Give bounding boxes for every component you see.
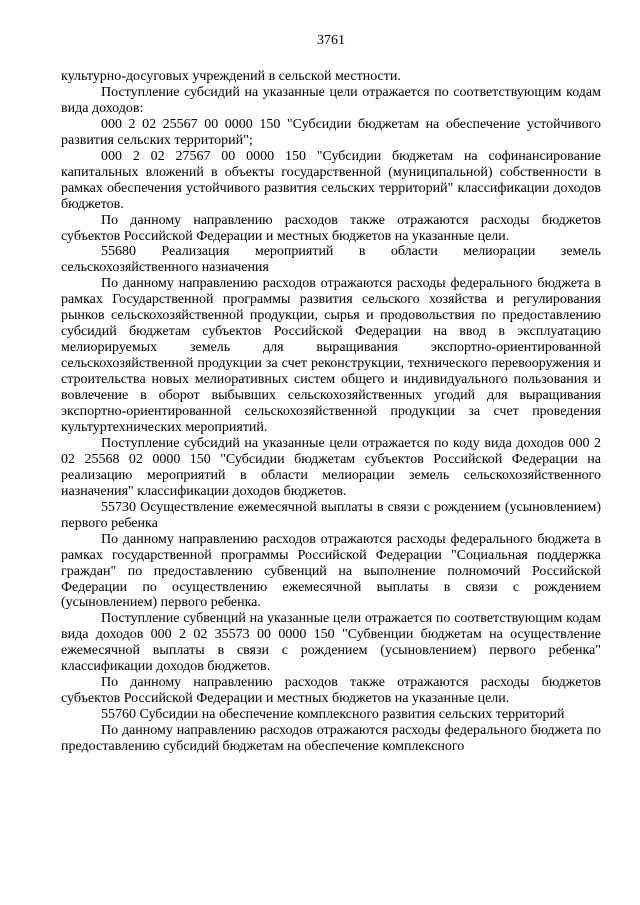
paragraph-13: 55760 Субсидии на обеспечение комплексного развития сельских территорий xyxy=(101,707,565,723)
paragraph-8: Поступление субсидий на указанные цели отражается по коду вида доходов 000 2 02 25568 02 0000 150 "Субсидии бюджетам субъектов Российской Федерации на реализацию мероприятий в области мелиорации земель сельскохозяйственного назначения" классификации доходов бюджетов. xyxy=(61,435,601,499)
page-number: 3761 xyxy=(317,33,345,48)
paragraph-9: 55730 Осуществление ежемесячной выплаты в связи с рождением (усыновлением) первого ребенка xyxy=(61,499,601,531)
paragraph-2: Поступление субсидий на указанные цели отражается по соответствующим кодам вида доходов: xyxy=(61,84,601,116)
document-page xyxy=(61,0,601,755)
paragraph-3: 000 2 02 25567 00 0000 150 "Субсидии бюджетам на обеспечение устойчивого развития сельских территорий"; xyxy=(61,116,601,148)
document-body xyxy=(61,69,601,755)
paragraph-5: По данному направлению расходов также отражаются расходы бюджетов субъектов Российской Федерации и местных бюджетов на указанные цели. xyxy=(61,212,601,244)
paragraph-10: По данному направлению расходов отражаются расходы федерального бюджета в рамках государственной программы Российской Федерации "Социальная поддержка граждан" по предоставлению субвенций на выполнение полномочий Российской Федерации по осуществлению ежемесячной выплаты в связи с рождением (усыновлением) первого ребенка. xyxy=(61,531,601,611)
paragraph-4: 000 2 02 27567 00 0000 150 "Субсидии бюджетам на софинансирование капитальных вложений в объекты государственной (муниципальной) собственности в рамках обеспечения устойчивого развития сельских территорий" классификации доходов бюджетов. xyxy=(61,148,601,212)
paragraph-6: 55680 Реализация мероприятий в области мелиорации земель сельскохозяйственного назначения xyxy=(61,244,601,276)
paragraph-11: Поступление субвенций на указанные цели отражается по соответствующим кодам вида доходов 000 2 02 35573 00 0000 150 "Субвенции бюджетам на осуществление ежемесячной выплаты в связи с рождением (усыновлением) первого ребенка" классификации доходов бюджетов. xyxy=(61,611,601,675)
paragraph-14: По данному направлению расходов отражаются расходы федерального бюджета по предоставлению субсидий бюджетам на обеспечение комплексного xyxy=(61,723,601,755)
paragraph-7: По данному направлению расходов отражаются расходы федерального бюджета в рамках Государственной программы развития сельского хозяйства и регулирования рынков сельскохозяйственной продукции, сырья и продовольствия по предоставлению субсидий бюджетам субъектов Российской Федерации на ввод в эксплуатацию мелиорируемых земель для выращивания экспортно-ориентированной сельскохозяйственной продукции за счет реконструкции, технического перевооружения и строительства новых мелиоративных систем общего и индивидуального пользования и вовлечение в оборот выбывших сельскохозяйственных угодий для выращивания экспортно-ориентированной сельскохозяйственной продукции за счет проведения культуртехнических мероприятий. xyxy=(61,276,601,435)
paragraph-1: культурно-досуговых учреждений в сельской местности. xyxy=(61,69,401,84)
paragraph-12: По данному направлению расходов также отражаются расходы бюджетов субъектов Российской Федерации и местных бюджетов на указанные цели. xyxy=(61,675,601,707)
